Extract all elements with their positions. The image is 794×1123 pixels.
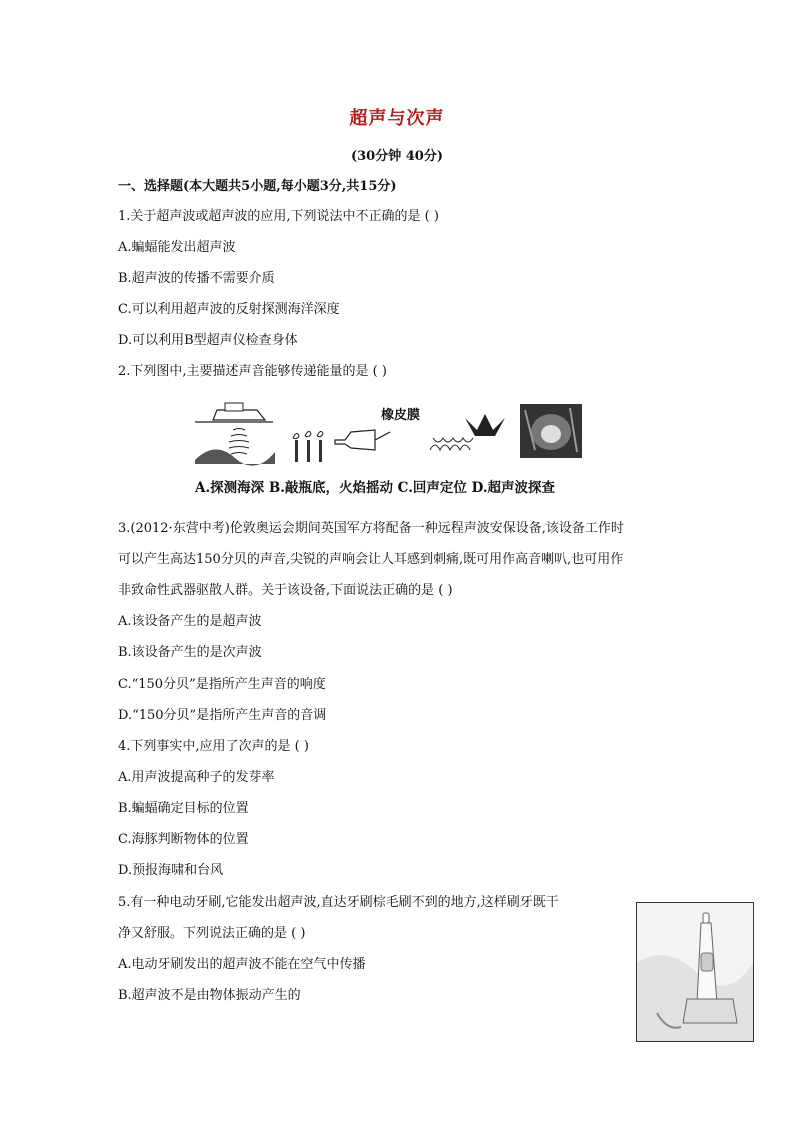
question-3-option-a: A.该设备产生的是超声波 [118, 614, 262, 629]
bottle-flames-icon [293, 430, 390, 462]
question-5-option-b: B.超声波不是由物体振动产生的 [118, 988, 301, 1003]
question-3-line-2: 可以产生高达150分贝的声音,尖锐的声响会让人耳感到刺痛,既可用作高音喇叭,也可用作 [118, 552, 624, 567]
question-2-stem: 2.下列图中,主要描述声音能够传递能量的是 ( ) [118, 364, 387, 379]
question-4-stem: 4.下列事实中,应用了次声的是 ( ) [118, 739, 309, 754]
toothbrush-photo [636, 902, 754, 1042]
question-4-option-b: B.蝙蝠确定目标的位置 [118, 801, 249, 816]
question-5-line-2: 净又舒服。下列说法正确的是 ( ) [118, 926, 306, 941]
question-1-option-b: B.超声波的传播不需要介质 [118, 271, 275, 286]
ship-sonar-icon [195, 403, 275, 466]
question-5-option-a: A.电动牙刷发出的超声波不能在空气中传播 [118, 957, 366, 972]
question-1-option-c: C.可以利用超声波的反射探测海洋深度 [118, 302, 340, 317]
figure-top-label: 橡皮膜 [381, 408, 421, 423]
bat-echo-icon [430, 414, 505, 450]
question-4-option-c: C.海豚判断物体的位置 [118, 832, 249, 847]
question-3-option-b: B.该设备产生的是次声波 [118, 645, 262, 660]
electric-toothbrush-icon [637, 903, 753, 1041]
question-1-stem: 1.关于超声波或超声波的应用,下列说法中不正确的是 ( ) [118, 209, 439, 224]
question-3-option-d: D.“150分贝”是指所产生声音的音调 [118, 708, 327, 723]
question-5-line-1: 5.有一种电动牙刷,它能发出超声波,直达牙刷棕毛刷不到的地方,这样刷牙既干 [118, 895, 559, 910]
question-4-option-a: A.用声波提高种子的发芽率 [118, 770, 275, 785]
question-1-option-a: A.蝙蝠能发出超声波 [118, 240, 236, 255]
question-3-line-3: 非致命性武器驱散人群。关于该设备,下面说法正确的是 ( ) [118, 583, 453, 598]
page-subtitle: (30分钟 40分) [350, 149, 443, 164]
question-3-option-c: C.“150分贝”是指所产生声音的响度 [118, 677, 326, 692]
ultrasound-image-icon [520, 404, 582, 458]
question-1-option-d: D.可以利用B型超声仪检查身体 [118, 333, 298, 348]
figure-caption: A.探测海深 B.敲瓶底，火焰摇动 C.回声定位 D.超声波探查 [195, 480, 556, 496]
section-heading: 一、选择题(本大题共5小题,每小题3分,共15分) [118, 179, 397, 194]
page-title: 超声与次声 [349, 108, 445, 129]
question-4-option-d: D.预报海啸和台风 [118, 863, 224, 878]
question-2-figure [195, 400, 610, 500]
question-3-line-1: 3.(2012·东营中考)伦敦奥运会期间英国军方将配备一种远程声波安保设备,该设备工作时 [118, 521, 624, 536]
